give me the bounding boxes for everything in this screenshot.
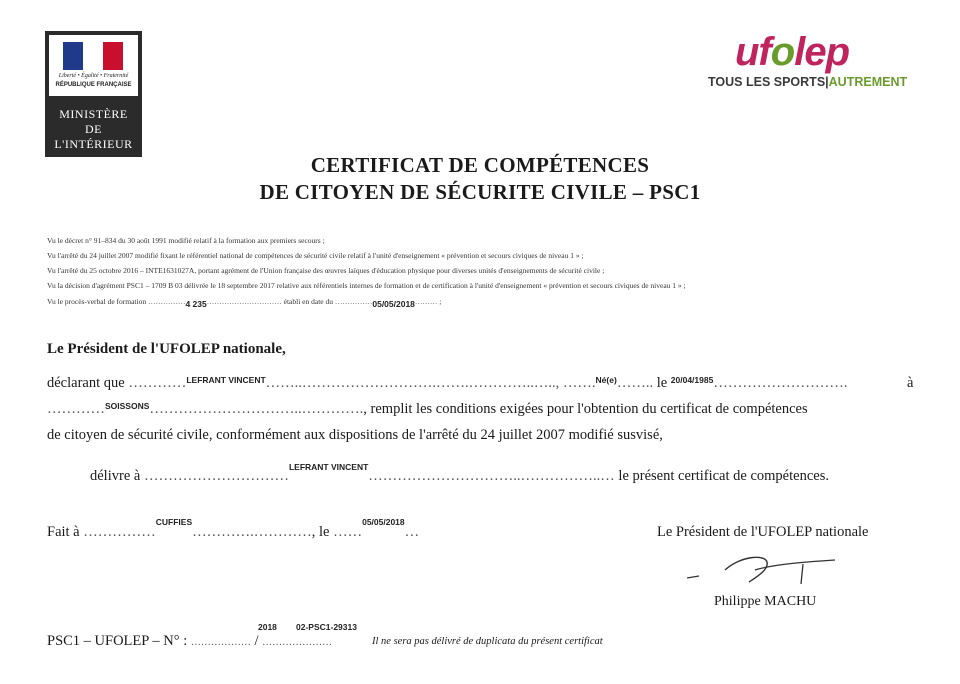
signatory-name: Philippe MACHU	[714, 594, 817, 609]
vu-line-2: Vu l'arrêté du 24 juillet 2007 modifié fixant le référentiel national de compétences de sécurité civile relatif à l'unité d'enseignement « prévention et secours civiques de niveau 1 » ;	[47, 251, 584, 260]
ufolep-tagline-a: TOUS LES SPORTS	[708, 75, 826, 89]
footer-year: 2018	[258, 622, 277, 632]
delivery-line: délivre à …………………………$^{LEFRANT VINCENT}$…………………………..……………..… le présent certificat de compétences.	[90, 462, 829, 484]
certificate-title-line-2: DE CITOYEN DE SÉCURITE CIVILE – PSC1	[259, 180, 701, 204]
remplit-text: , remplit les conditions exigées pour l'obtention du certificat de compétences	[363, 401, 808, 417]
pv-suffix: ;	[439, 297, 442, 306]
declarant-que-label: déclarant que	[47, 375, 125, 391]
ministry-name	[45, 107, 142, 152]
fait-date: 05/05/2018	[362, 517, 405, 527]
pv-prefix: Vu le procès-verbal de formation	[47, 297, 147, 306]
signature-icon	[685, 552, 845, 590]
declaration-line-2: …………$^{SOISSONS}$…………………………..…………., remplit les conditions exigées pour l'obtention du certificat de compétences	[47, 401, 808, 417]
fait-le-label: , le	[311, 524, 330, 540]
ministry-logo	[45, 31, 142, 157]
ministry-line-1: MINISTÈRE	[59, 107, 128, 121]
french-flag-icon	[63, 42, 123, 70]
ministry-line-3: L'INTÉRIEUR	[54, 137, 133, 151]
footer-number: 02-PSC1-29313	[296, 622, 357, 632]
pv-number: 4 235	[185, 299, 207, 309]
footer-prefix: PSC1 – UFOLEP – N° :	[47, 633, 188, 649]
delivre-a-label: délivre à	[90, 468, 141, 484]
ufolep-logo	[735, 30, 875, 74]
fait-a-label: Fait à	[47, 524, 80, 540]
delivery-suffix: le présent certificat de compétences.	[618, 468, 829, 484]
ufolep-logo-part-3: lep	[794, 30, 849, 74]
republic-name: RÉPUBLIQUE FRANÇAISE	[55, 82, 132, 88]
vu-line-4: Vu la décision d'agrément PSC1 – 1709 B 03 délivrée le 18 septembre 2017 relative aux référentiels internes de formation et de certification à l'unité d'enseignement « prévention et secours civiques de niveau 1 » ;	[47, 281, 686, 290]
republic-motto: Liberté • Égalité • Fraternité	[58, 73, 129, 79]
declaration-line-3: de citoyen de sécurité civile, conformément aux dispositions de l'arrêté du 24 juillet 2007 modifié susvisé,	[47, 427, 663, 443]
president-heading: Le Président de l'UFOLEP nationale,	[47, 341, 286, 357]
footer-slash: /	[254, 633, 259, 649]
delivery-name: LEFRANT VINCENT	[288, 462, 369, 472]
signature-title: Le Président de l'UFOLEP nationale	[657, 524, 869, 540]
ministry-line-2: DE	[85, 122, 102, 136]
birth-place: SOISSONS	[105, 401, 150, 411]
le-label: le	[656, 375, 668, 391]
fait-place: CUFFIES	[155, 517, 193, 527]
birth-date: 20/04/1985	[670, 375, 714, 385]
vu-line-5: Vu le procès-verbal de formation ……………4 235………………………… établi en date du ……………05/05/2018……… ;	[47, 297, 442, 309]
ufolep-logo-part-1: uf	[735, 30, 771, 74]
duplicata-note: Il ne sera pas délivré de duplicata du présent certificat	[372, 636, 603, 647]
footer-line: PSC1 – UFOLEP – N° : ……………… / …………………	[47, 633, 333, 649]
a-label: à	[907, 375, 914, 391]
certificate-title-line-1: CERTIFICAT DE COMPÉTENCES	[310, 153, 650, 177]
pv-date: 05/05/2018	[372, 299, 415, 309]
fait-line: Fait à ……………$^{CUFFIES}$………….…………, le ……$^{05/05/2018}$…	[47, 517, 420, 540]
vu-line-1: Vu le décret n° 91–834 du 30 août 1991 modifié relatif à la formation aux premiers secours ;	[47, 236, 325, 245]
declaration-line-1: déclarant que …………$^{LEFRANT VINCENT}$……..……………………….…….…………..….., …….$^{Né(e)}$…….. le $^{20/04/1985}$……………………….	[47, 375, 848, 391]
vu-line-3: Vu l'arrêté du 25 octobre 2016 – INTE1631027A, portant agrément de l'Union française des œuvres laïques d'éducation physique pour diverses unités d'enseignements de sécurité civile ;	[47, 266, 605, 275]
holder-name: LEFRANT VINCENT	[186, 375, 266, 385]
ministry-logo-top	[49, 35, 138, 96]
holder-gender: Né(e)	[595, 375, 617, 385]
ufolep-tagline-b: AUTREMENT	[828, 75, 908, 89]
pv-middle: établi en date du	[283, 297, 333, 306]
ufolep-logo-part-2: o	[770, 30, 795, 74]
ufolep-tagline: TOUS LES SPORTS|AUTREMENT	[708, 75, 908, 89]
